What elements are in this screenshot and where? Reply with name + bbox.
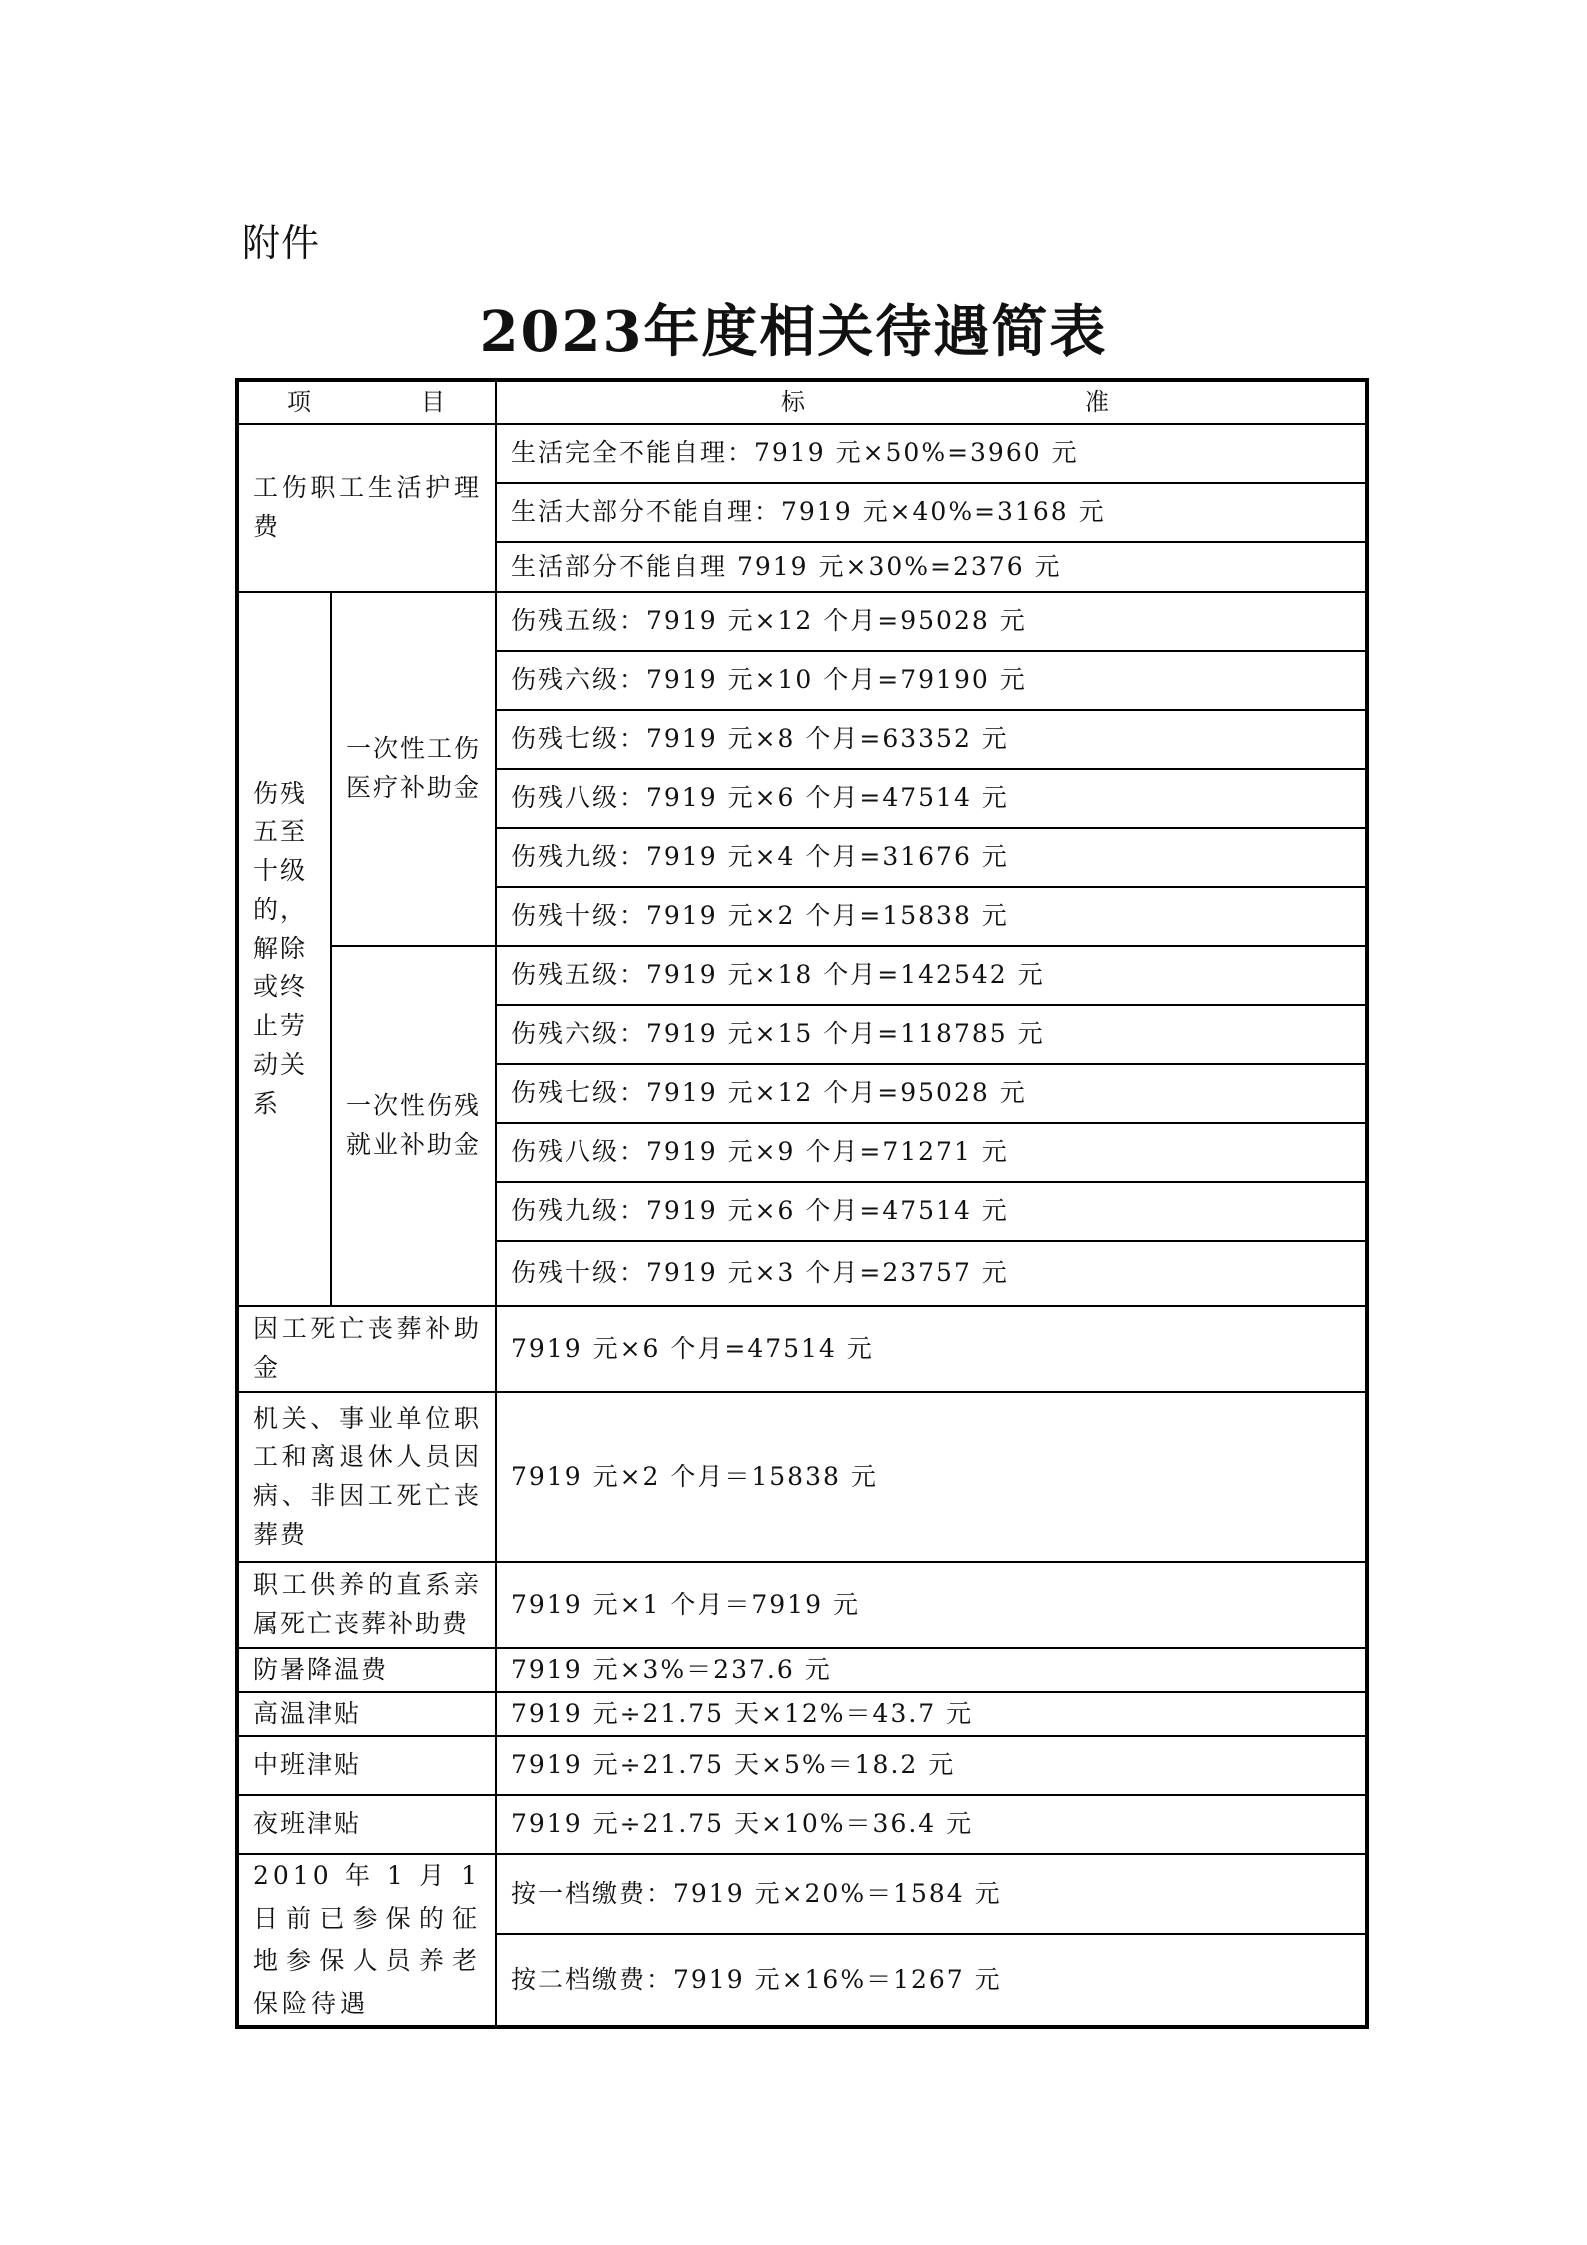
nursing-label: 工伤职工生活护理费 xyxy=(237,424,496,592)
table-row xyxy=(237,1795,1367,1854)
table-row xyxy=(237,1692,1367,1736)
table-row xyxy=(237,1736,1367,1795)
table-row xyxy=(237,424,1367,483)
header-item xyxy=(237,380,496,424)
medical-subsidy-value: 伤残九级：7919 元×4 个月=31676 元 xyxy=(496,828,1367,887)
mid-shift-value: 7919 元÷21.75 天×5%＝18.2 元 xyxy=(496,1736,1367,1795)
night-shift-value: 7919 元÷21.75 天×10%＝36.4 元 xyxy=(496,1795,1367,1854)
funeral-dependent-label: 职工供养的直系亲属死亡丧葬补助费 xyxy=(237,1562,496,1648)
table-row xyxy=(237,1306,1367,1392)
header-item-char-1: 项 xyxy=(287,387,313,416)
table-row xyxy=(237,946,1367,1005)
pension-value: 按一档缴费：7919 元×20%＝1584 元 xyxy=(496,1854,1367,1934)
night-shift-label: 夜班津贴 xyxy=(237,1795,496,1854)
benefits-table xyxy=(235,378,1369,2029)
heat-prevention-value: 7919 元×3%＝237.6 元 xyxy=(496,1648,1367,1692)
employment-subsidy-value: 伤残九级：7919 元×6 个月=47514 元 xyxy=(496,1182,1367,1241)
funeral-work-label: 因工死亡丧葬补助金 xyxy=(237,1306,496,1392)
funeral-nonwork-value: 7919 元×2 个月＝15838 元 xyxy=(496,1392,1367,1562)
page-title: 2023年度相关待遇简表 xyxy=(479,299,1108,365)
medical-subsidy-label: 一次性工伤医疗补助金 xyxy=(331,592,496,946)
table-row xyxy=(237,592,1367,651)
employment-subsidy-value: 伤残六级：7919 元×15 个月=118785 元 xyxy=(496,1005,1367,1064)
pension-label: 2010 年 1 月 1 日前已参保的征地参保人员养老保险待遇 xyxy=(237,1854,496,2027)
nursing-value: 生活大部分不能自理：7919 元×40%=3168 元 xyxy=(496,483,1367,542)
high-temp-value: 7919 元÷21.75 天×12%＝43.7 元 xyxy=(496,1692,1367,1736)
medical-subsidy-value: 伤残七级：7919 元×8 个月=63352 元 xyxy=(496,710,1367,769)
medical-subsidy-value: 伤残五级：7919 元×12 个月=95028 元 xyxy=(496,592,1367,651)
medical-subsidy-value: 伤残十级：7919 元×2 个月=15838 元 xyxy=(496,887,1367,946)
funeral-nonwork-label: 机关、事业单位职工和离退休人员因病、非因工死亡丧葬费 xyxy=(237,1392,496,1562)
header-item-char-2: 目 xyxy=(421,387,447,416)
table-header-row xyxy=(237,380,1367,424)
employment-subsidy-value: 伤残七级：7919 元×12 个月=95028 元 xyxy=(496,1064,1367,1123)
table-row xyxy=(237,1648,1367,1692)
table-row xyxy=(237,1392,1367,1562)
high-temp-label: 高温津贴 xyxy=(237,1692,496,1736)
mid-shift-label: 中班津贴 xyxy=(237,1736,496,1795)
medical-subsidy-value: 伤残八级：7919 元×6 个月=47514 元 xyxy=(496,769,1367,828)
header-standard xyxy=(496,380,1367,424)
funeral-dependent-value: 7919 元×1 个月＝7919 元 xyxy=(496,1562,1367,1648)
medical-subsidy-value: 伤残六级：7919 元×10 个月=79190 元 xyxy=(496,651,1367,710)
table-row xyxy=(237,1854,1367,1934)
nursing-value: 生活部分不能自理 7919 元×30%=2376 元 xyxy=(496,542,1367,592)
table-row xyxy=(237,1562,1367,1648)
pension-value: 按二档缴费：7919 元×16%＝1267 元 xyxy=(496,1934,1367,2027)
employment-subsidy-value: 伤残五级：7919 元×18 个月=142542 元 xyxy=(496,946,1367,1005)
disability-label: 伤残五至十级的，解除或终止劳动关系 xyxy=(237,592,331,1306)
header-std-char-1: 标 xyxy=(781,387,807,416)
nursing-value: 生活完全不能自理：7919 元×50%=3960 元 xyxy=(496,424,1367,483)
heat-prevention-label: 防暑降温费 xyxy=(237,1648,496,1692)
employment-subsidy-value: 伤残八级：7919 元×9 个月=71271 元 xyxy=(496,1123,1367,1182)
header-std-char-2: 准 xyxy=(1085,387,1111,416)
funeral-work-value: 7919 元×6 个月=47514 元 xyxy=(496,1306,1367,1392)
employment-subsidy-value: 伤残十级：7919 元×3 个月=23757 元 xyxy=(496,1241,1367,1306)
employment-subsidy-label: 一次性伤残就业补助金 xyxy=(331,946,496,1306)
attachment-label: 附件 xyxy=(242,221,321,265)
